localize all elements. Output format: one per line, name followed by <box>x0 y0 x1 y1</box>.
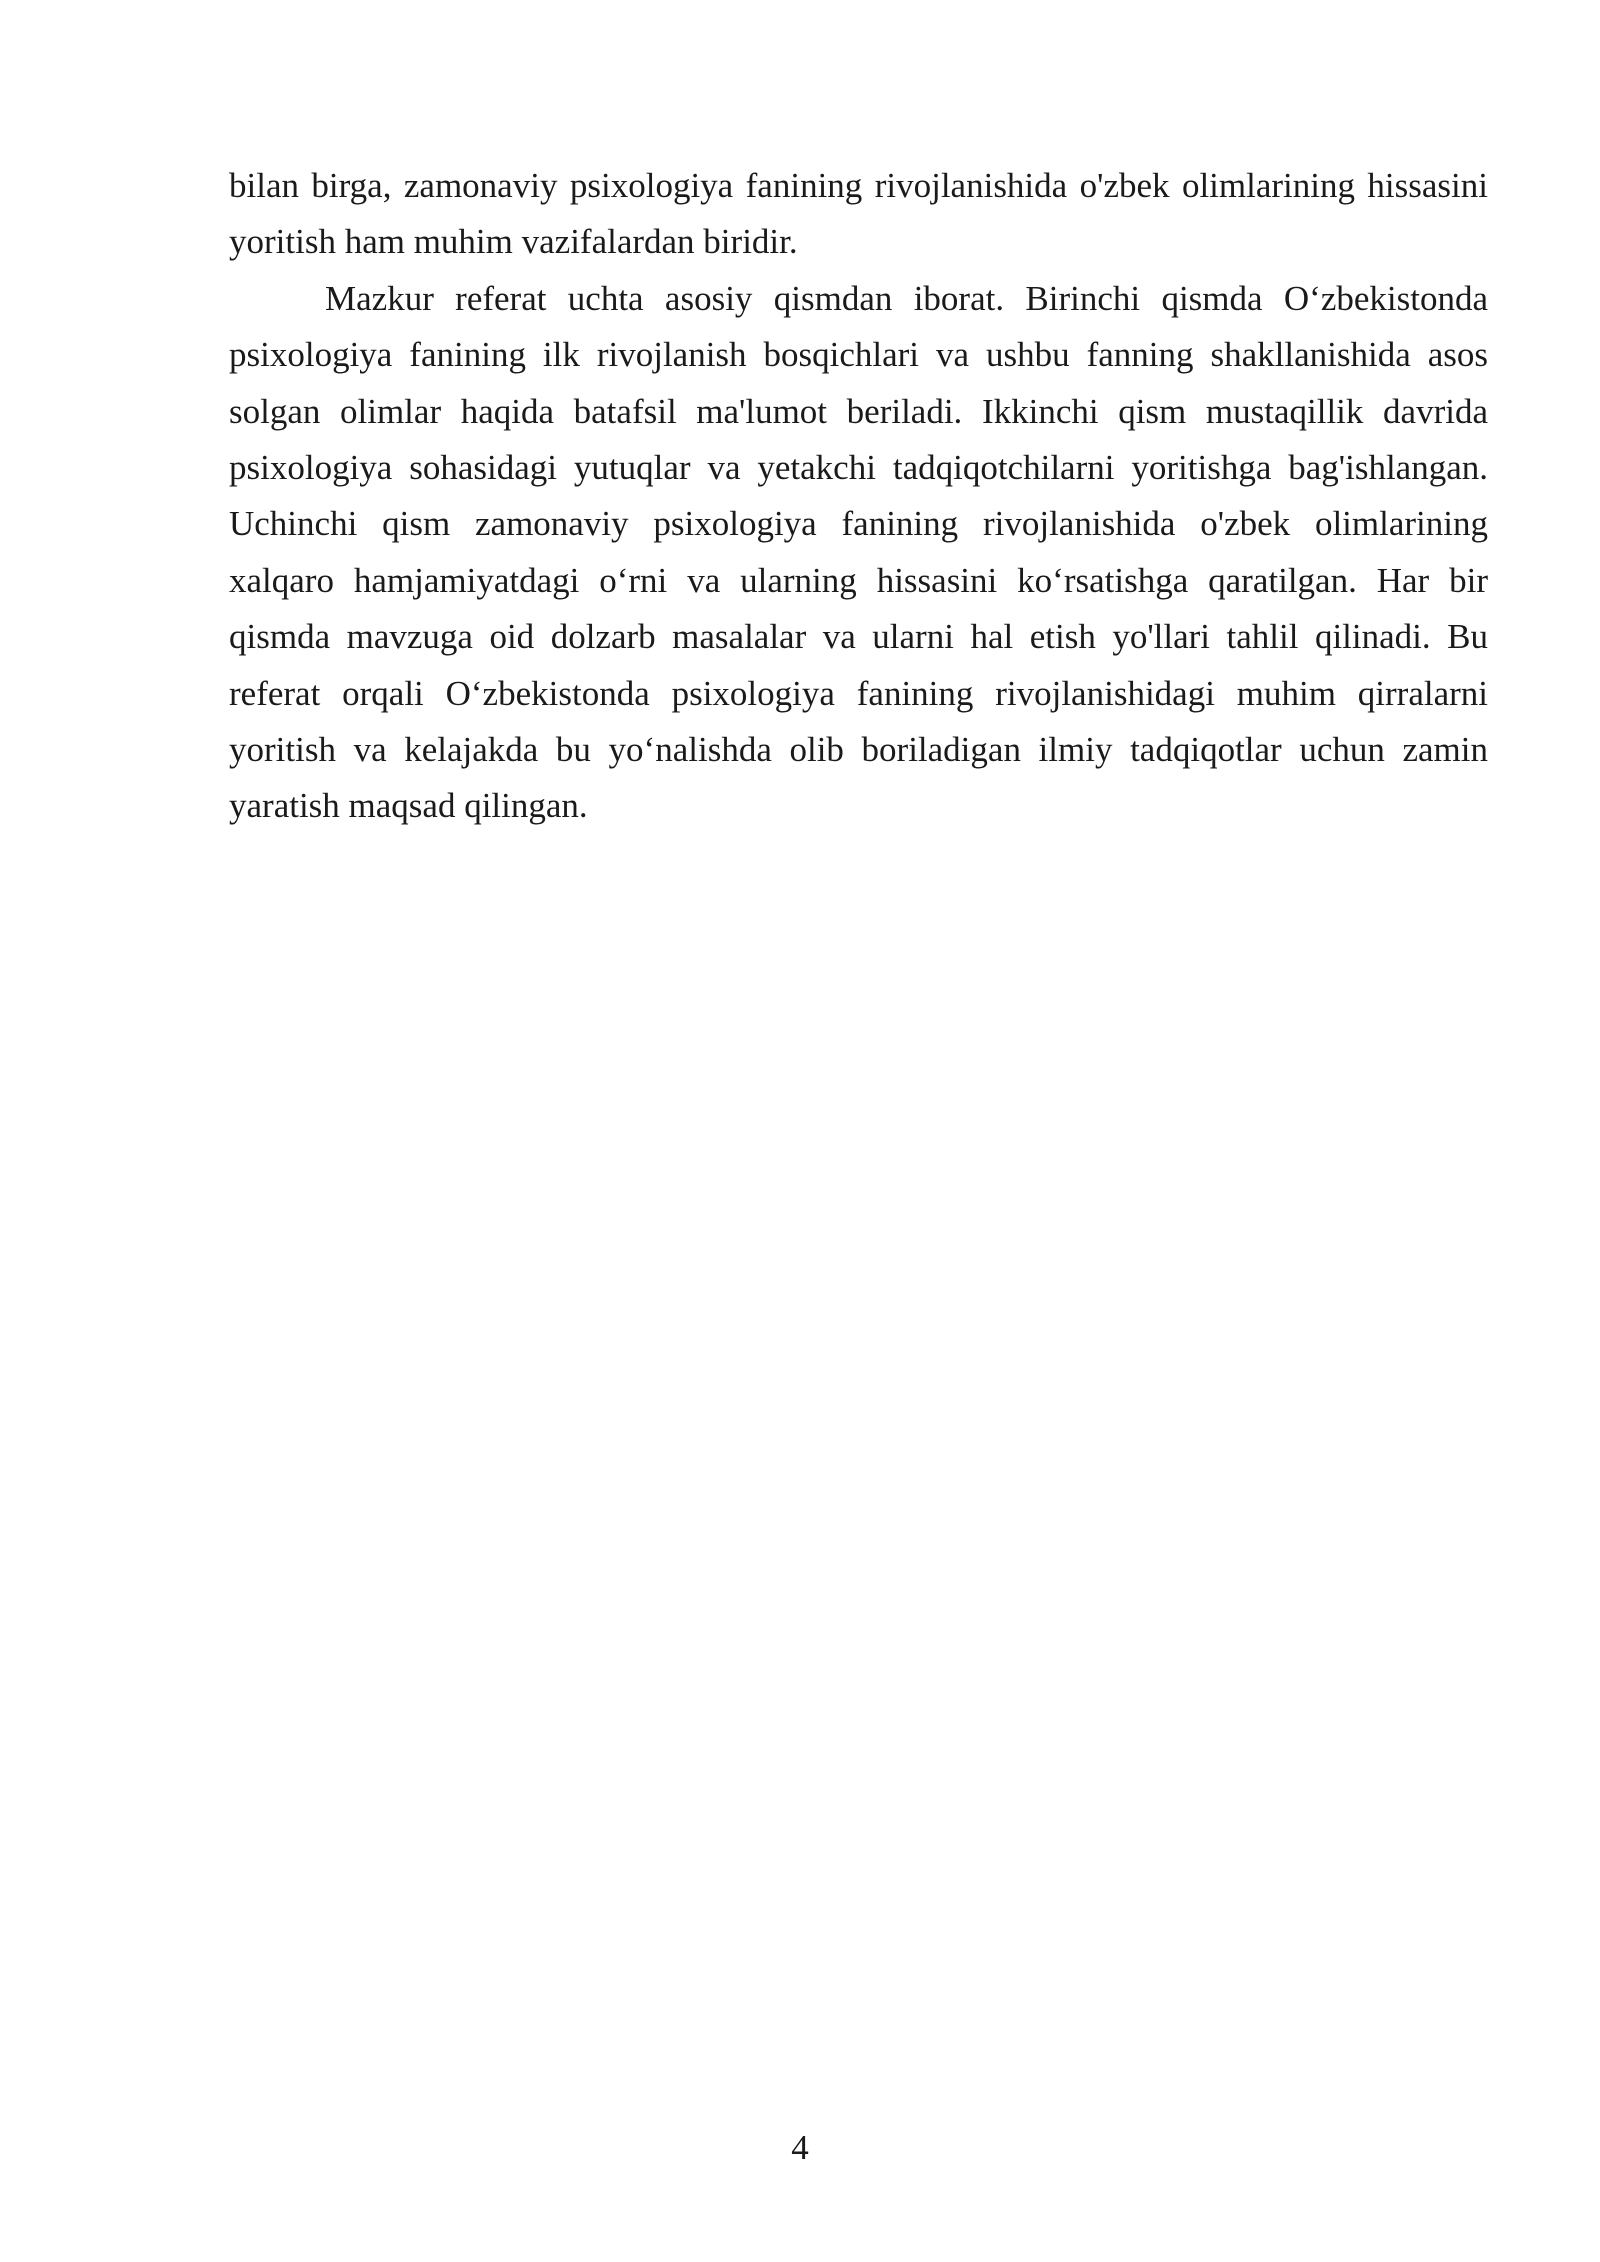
page-body <box>229 158 1488 835</box>
paragraph-referat-structure: Mazkur referat uchta asosiy qismdan iborat. Birinchi qismda O‘zbekistonda psixologiya fanining ilk rivojlanish bosqichlari va ushbu fanning shakllanishida asos solgan olimlar haqida batafsil ma'lumot beriladi. Ikkinchi qism mustaqillik davrida psixologiya sohasidagi yutuqlar va yetakchi tadqiqotchilarni yoritishga bag'ishlangan. Uchinchi qism zamonaviy psixologiya fanining rivojlanishida o'zbek olimlarining xalqaro hamjamiyatdagi o‘rni va ularning hissasini ko‘rsatishga qaratilgan. Har bir qismda mavzuga oid dolzarb masalalar va ularni hal etish yo'llari tahlil qilinadi. Bu referat orqali O‘zbekistonda psixologiya fanining rivojlanishidagi muhim qirralarni yoritish va kelajakda bu yo‘nalishda olib boriladigan ilmiy tadqiqotlar uchun zamin yaratish maqsad qilingan. <box>229 278 1488 826</box>
page-number: 4 <box>791 2128 809 2167</box>
paragraph-continuation: bilan birga, zamonaviy psixologiya fanining rivojlanishida o'zbek olimlarining hissasini yoritish ham muhim vazifalardan biridir. <box>229 166 1488 262</box>
